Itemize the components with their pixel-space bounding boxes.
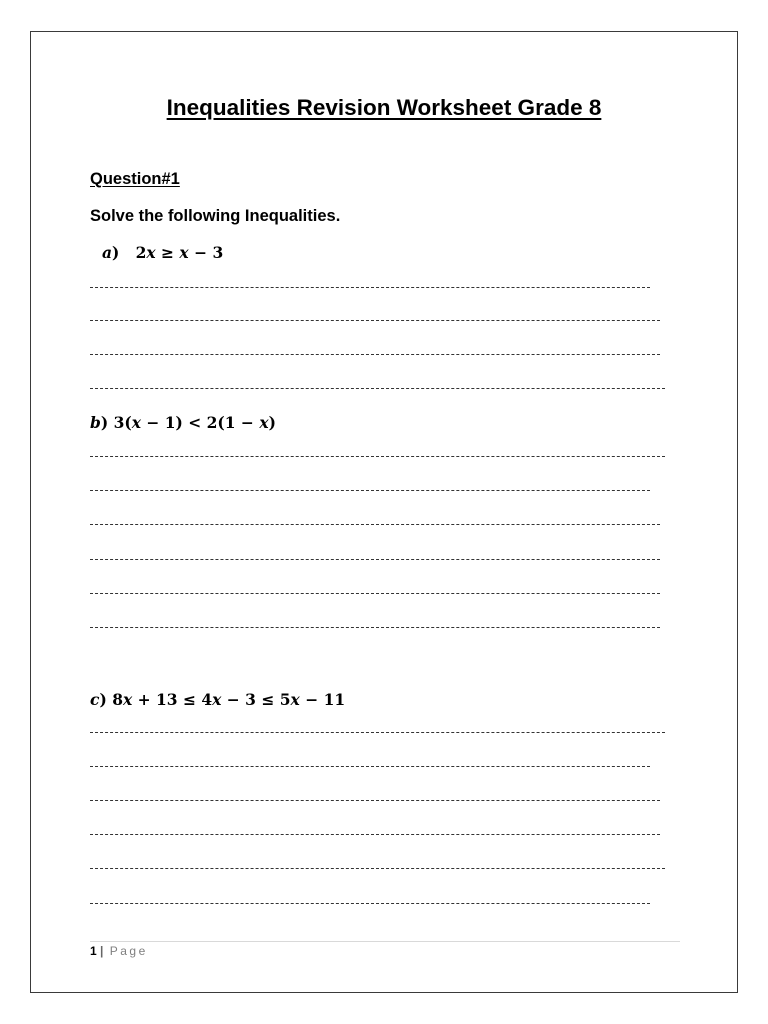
problem-c-label-close: )	[99, 690, 107, 709]
footer-separator: |	[100, 944, 104, 958]
problem-b-expr-part: 3(	[108, 413, 132, 432]
page-word: Page	[109, 944, 148, 958]
problem-a-variable: x	[179, 243, 189, 262]
answer-line[interactable]	[90, 287, 650, 288]
answer-line[interactable]	[90, 627, 660, 628]
problem-a-label-close: )	[112, 243, 120, 262]
problem-a-variable: x	[146, 243, 156, 262]
answer-line[interactable]	[90, 868, 665, 869]
problem-b-expr-part: − 1) < 2(1 −	[140, 413, 260, 432]
problem-b-variable: x	[131, 413, 141, 432]
problem-c-variable: x	[122, 690, 133, 709]
answer-line[interactable]	[90, 593, 660, 594]
answer-line[interactable]	[90, 524, 660, 525]
answer-line[interactable]	[90, 490, 650, 491]
instruction-text: Solve the following Inequalities.	[90, 207, 341, 225]
problem-b-variable: x	[259, 413, 269, 432]
problem-b	[90, 413, 276, 432]
problem-b-expr-part: )	[268, 413, 276, 432]
page-footer	[90, 944, 148, 958]
worksheet-title: Inequalities Revision Worksheet Grade 8	[166, 95, 602, 120]
problem-a-expr-part: − 3	[188, 243, 224, 262]
problem-a	[102, 243, 223, 262]
problem-a-expr-part: ≥	[155, 243, 180, 262]
answer-line[interactable]	[90, 732, 665, 733]
answer-line[interactable]	[90, 766, 650, 767]
problem-c-expr-part: 8	[106, 690, 123, 709]
problem-b-label: b	[90, 413, 101, 432]
answer-line[interactable]	[90, 354, 660, 355]
answer-line[interactable]	[90, 834, 660, 835]
problem-c-label: c	[90, 690, 100, 709]
answer-line[interactable]	[90, 456, 665, 457]
answer-line[interactable]	[90, 800, 660, 801]
problem-c-expr-part: − 11	[299, 690, 346, 709]
problem-c-expr-part: + 13 ≤ 4	[132, 690, 213, 709]
problem-c-expr-part: − 3 ≤ 5	[221, 690, 291, 709]
footer-divider	[90, 941, 680, 942]
answer-line[interactable]	[90, 903, 650, 904]
problem-c-variable: x	[212, 690, 222, 709]
question-heading: Question#1	[90, 170, 180, 188]
problem-a-label: a	[102, 243, 113, 262]
answer-line[interactable]	[90, 388, 665, 389]
answer-line[interactable]	[90, 320, 660, 321]
problem-c-variable: x	[290, 690, 300, 709]
page-number: 1	[90, 944, 97, 958]
problem-c	[90, 690, 345, 709]
answer-line[interactable]	[90, 559, 660, 560]
problem-b-label-close: )	[100, 413, 109, 432]
problem-a-expr-part: 2	[135, 243, 147, 262]
